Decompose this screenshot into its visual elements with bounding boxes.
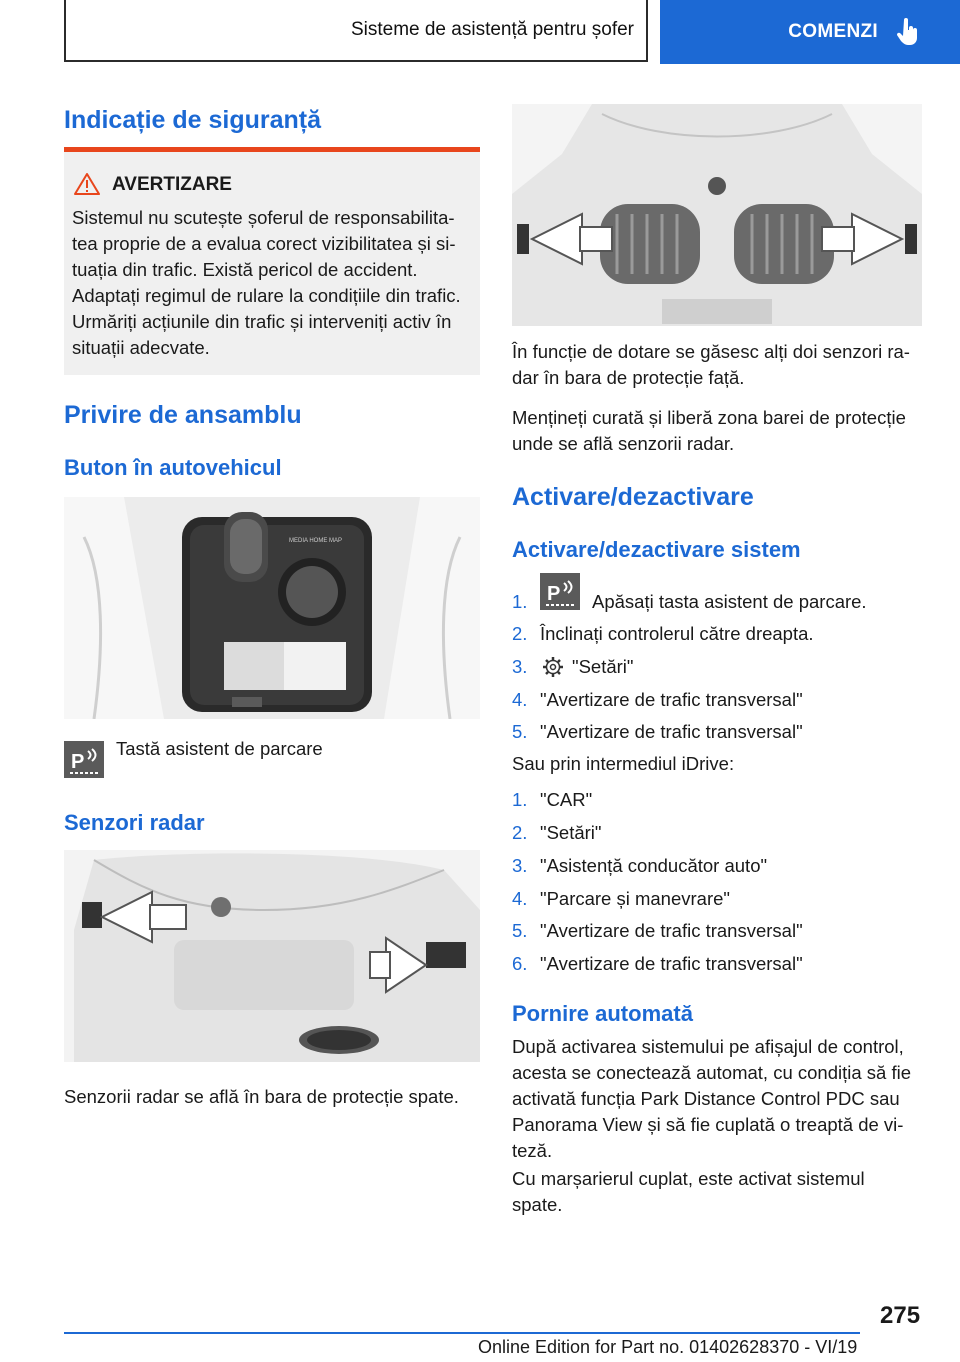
- paragraph-line: Panorama View și să fie cuplată o treaptă de vi-: [512, 1114, 904, 1135]
- page-number: 275: [880, 1302, 921, 1329]
- warning-box: [64, 147, 480, 375]
- warning-line: Sistemul nu scutește șoferul de responsabilita-: [72, 207, 455, 228]
- autostart-heading: Pornire automată: [512, 1001, 693, 1026]
- caption-line: În funcție de dotare se găsesc alți doi senzori ra-: [512, 341, 910, 362]
- reverse-paragraph: [512, 1166, 865, 1218]
- page-header: [0, 0, 960, 66]
- sensors-heading: Senzori radar: [64, 810, 205, 835]
- svg-text:MEDIA HOME MAP: MEDIA HOME MAP: [289, 538, 343, 544]
- chapter-tab-label: COMENZI: [788, 21, 878, 42]
- warning-text: [72, 205, 476, 361]
- svg-text:P: P: [547, 583, 561, 605]
- footer-divider: [64, 1332, 860, 1334]
- warning-line: tuația din trafic. Există pericol de accident.: [72, 259, 418, 280]
- section-title-box: [64, 0, 648, 62]
- park-assist-icon-box: [64, 741, 104, 783]
- svg-text:P: P: [71, 751, 85, 773]
- paragraph-line: spate.: [512, 1194, 563, 1215]
- gear-icon: [542, 656, 564, 678]
- pointing-hand-icon: [896, 18, 920, 46]
- rear-bumper-image: [64, 850, 480, 1062]
- activation-heading: Activare/dezactivare: [512, 483, 754, 511]
- paragraph-line: activată funcția Park Distance Control PDC sau: [512, 1088, 900, 1109]
- warning-title: AVERTIZARE: [112, 174, 232, 195]
- front-bumper-illustration: [512, 104, 922, 326]
- keep-clean-paragraph: [512, 405, 906, 457]
- chapter-tab[interactable]: [660, 0, 960, 64]
- button-caption: Tastă asistent de parcare: [116, 738, 323, 759]
- sensors-caption: Senzorii radar se află în bara de protecție spate.: [64, 1086, 459, 1107]
- caption-line: dar în bara de protecție față.: [512, 367, 745, 388]
- paragraph-line: teză.: [512, 1140, 553, 1161]
- autostart-paragraph: [512, 1034, 911, 1164]
- warning-line: situații adecvate.: [72, 337, 210, 358]
- warning-triangle-icon: [74, 172, 100, 196]
- overview-heading: Privire de ansamblu: [64, 401, 302, 429]
- safety-heading: Indicație de siguranță: [64, 106, 322, 134]
- paragraph-line: După activarea sistemului pe afișajul de control,: [512, 1036, 904, 1057]
- park-assist-icon: [540, 573, 580, 610]
- section-title: Sisteme de asistență pentru șofer: [350, 19, 634, 40]
- paragraph-line: Cu marșarierul cuplat, este activat sistemul: [512, 1168, 865, 1189]
- center-console-illustration: [64, 497, 480, 719]
- rear-bumper-illustration: [64, 850, 480, 1062]
- activation-system-heading: Activare/dezactivare sistem: [512, 537, 801, 562]
- footer-edition: Online Edition for Part no. 01402628370 - VI/19: [478, 1337, 858, 1357]
- paragraph-line: unde se află senzorii radar.: [512, 433, 735, 454]
- warning-line: Adaptați regimul de rulare la condițiile din trafic.: [72, 285, 461, 306]
- center-console-image: [64, 497, 480, 719]
- front-bumper-image: [512, 104, 922, 326]
- paragraph-line: Mențineți curată și liberă zona barei de protecție: [512, 407, 906, 428]
- park-assist-icon: [64, 741, 104, 778]
- warning-line: Urmăriți acțiunile din trafic și interveniți activ în: [72, 311, 452, 332]
- button-heading: Buton în autovehicul: [64, 455, 282, 480]
- warning-line: tea proprie de a evalua corect vizibilitatea și si-: [72, 233, 456, 254]
- front-sensors-caption: [512, 339, 910, 391]
- paragraph-line: acesta se conectează automat, cu condiția să fie: [512, 1062, 912, 1083]
- or-idrive-text: Sau prin intermediul iDrive:: [512, 753, 735, 774]
